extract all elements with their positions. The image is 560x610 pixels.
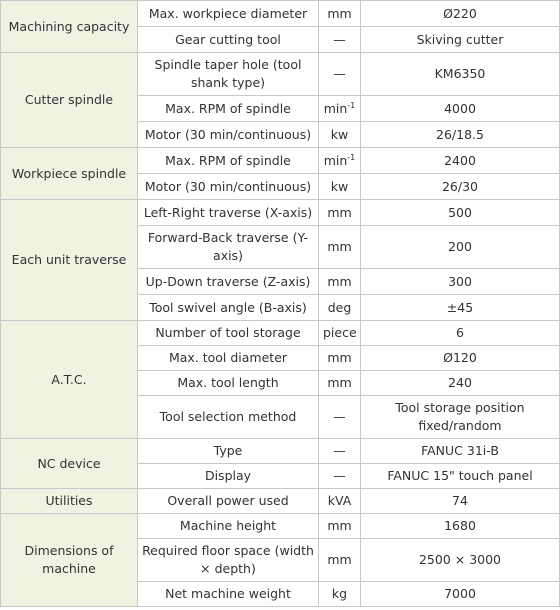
value-cell: 1680 (361, 514, 560, 539)
value-cell: 240 (361, 371, 560, 396)
item-cell: Machine height (138, 514, 319, 539)
item-cell: Up-Down traverse (Z-axis) (138, 269, 319, 295)
item-cell: Type (138, 439, 319, 464)
unit-cell: kg (319, 582, 361, 607)
value-cell: 300 (361, 269, 560, 295)
item-cell: Max. RPM of spindle (138, 148, 319, 174)
table-row (1, 321, 560, 346)
value-cell: 26/30 (361, 174, 560, 200)
unit-cell: mm (319, 514, 361, 539)
item-cell: Tool selection method (138, 396, 319, 439)
unit-cell: kVA (319, 489, 361, 514)
item-cell: Net machine weight (138, 582, 319, 607)
table-row (1, 200, 560, 226)
item-cell: Max. tool length (138, 371, 319, 396)
value-cell: KM6350 (361, 53, 560, 96)
value-cell: Skiving cutter (361, 27, 560, 53)
value-cell: 2500 × 3000 (361, 539, 560, 582)
unit-cell: deg (319, 295, 361, 321)
table-row (1, 53, 560, 96)
category-cell: NC device (1, 439, 138, 489)
value-cell: 26/18.5 (361, 122, 560, 148)
unit-cell: mm (319, 226, 361, 269)
item-cell: Forward-Back traverse (Y-axis) (138, 226, 319, 269)
unit-cell: mm (319, 539, 361, 582)
category-cell: Machining capacity (1, 1, 138, 53)
category-cell: Utilities (1, 489, 138, 514)
item-cell: Tool swivel angle (B-axis) (138, 295, 319, 321)
unit-cell: — (319, 464, 361, 489)
unit-cell (319, 96, 361, 122)
item-cell: Max. RPM of spindle (138, 96, 319, 122)
unit-cell: mm (319, 371, 361, 396)
value-cell: Tool storage position fixed/random (361, 396, 560, 439)
item-cell: Display (138, 464, 319, 489)
unit-cell: mm (319, 346, 361, 371)
value-cell: FANUC 15" touch panel (361, 464, 560, 489)
category-cell: Dimensions of machine (1, 514, 138, 607)
unit-cell: — (319, 53, 361, 96)
unit-cell: kw (319, 122, 361, 148)
unit-cell: — (319, 396, 361, 439)
table-row (1, 514, 560, 539)
table-row (1, 439, 560, 464)
value-cell: 74 (361, 489, 560, 514)
item-cell: Overall power used (138, 489, 319, 514)
unit-base: min (323, 100, 348, 116)
value-cell: 7000 (361, 582, 560, 607)
item-cell: Max. workpiece diameter (138, 1, 319, 27)
unit-cell: mm (319, 1, 361, 27)
item-cell: Gear cutting tool (138, 27, 319, 53)
value-cell: 4000 (361, 96, 560, 122)
item-cell: Motor (30 min/continuous) (138, 174, 319, 200)
value-cell: 6 (361, 321, 560, 346)
unit-cell (319, 148, 361, 174)
item-cell: Motor (30 min/continuous) (138, 122, 319, 148)
unit-superscript: -1 (347, 100, 356, 110)
unit-cell: piece (319, 321, 361, 346)
unit-cell: mm (319, 200, 361, 226)
item-cell: Required floor space (width × depth) (138, 539, 319, 582)
unit-cell: mm (319, 269, 361, 295)
value-cell: Ø220 (361, 1, 560, 27)
unit-cell: kw (319, 174, 361, 200)
category-cell: A.T.C. (1, 321, 138, 439)
unit-base: min (323, 152, 348, 168)
item-cell: Left-Right traverse (X-axis) (138, 200, 319, 226)
unit-cell: — (319, 439, 361, 464)
category-cell: Cutter spindle (1, 53, 138, 148)
value-cell: 500 (361, 200, 560, 226)
value-cell: ±45 (361, 295, 560, 321)
item-cell: Spindle taper hole (tool shank type) (138, 53, 319, 96)
unit-superscript: -1 (347, 152, 356, 162)
item-cell: Max. tool diameter (138, 346, 319, 371)
unit-cell: — (319, 27, 361, 53)
category-cell: Workpiece spindle (1, 148, 138, 200)
table-row (1, 148, 560, 174)
value-cell: 2400 (361, 148, 560, 174)
value-cell: FANUC 31i-B (361, 439, 560, 464)
value-cell: 200 (361, 226, 560, 269)
item-cell: Number of tool storage (138, 321, 319, 346)
value-cell: Ø120 (361, 346, 560, 371)
table-row (1, 489, 560, 514)
table-row (1, 1, 560, 27)
category-cell: Each unit traverse (1, 200, 138, 321)
